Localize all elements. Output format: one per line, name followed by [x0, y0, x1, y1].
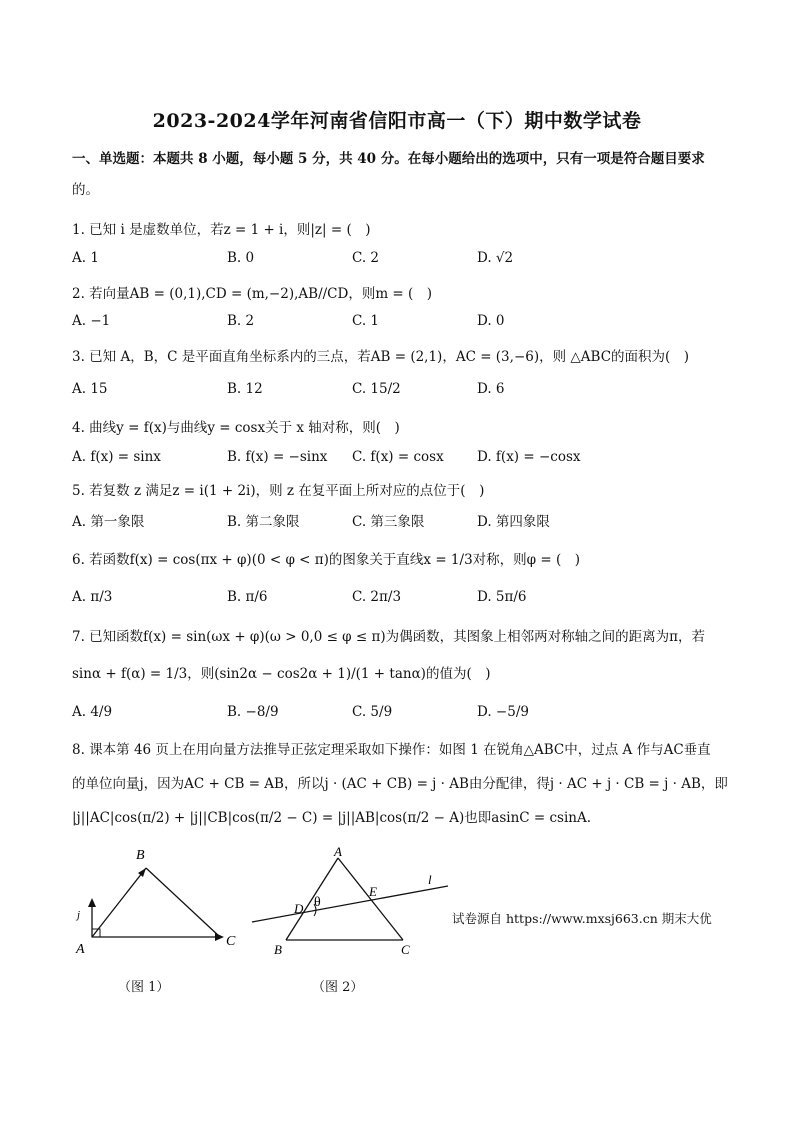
- source-watermark-text: 试卷源自 https://www.mxsj663.cn 期末大优: [452, 911, 712, 926]
- label-e: E: [369, 884, 377, 899]
- arrow-head-j: [88, 898, 96, 907]
- question-7-stem-line2: sinα + f(α) = 1/3，则(sin2α − cos2α + 1)/(1 + tanα)的值为( ): [72, 666, 491, 682]
- q5-option-c: C. 第三象限: [352, 514, 425, 530]
- q2-option-b: B. 2: [227, 313, 255, 329]
- q1-option-b: B. 0: [227, 250, 255, 266]
- segment-bc: [146, 868, 220, 937]
- label-d: D: [294, 901, 304, 916]
- question-8-line1: 8. 课本第 46 页上在用向量方法推导正弦定理采取如下操作：如图 1 在锐角△ABC中，过点 A 作与AC垂直: [72, 742, 711, 758]
- label-c: C: [401, 942, 410, 957]
- section-heading-line1: 一、单选题：本题共 8 小题，每小题 5 分，共 40 分。在每小题给出的选项中，只有一项是符合题目要求: [72, 151, 705, 167]
- q7-option-d: D. −5/9: [477, 704, 529, 720]
- segment-ab: [92, 868, 146, 937]
- q1-option-d: D. √2: [477, 250, 514, 266]
- question-4-stem: 4. 曲线y = f(x)与曲线y = cosx关于 x 轴对称，则( ): [72, 420, 400, 436]
- question-1-stem: 1. 已知 i 是虚数单位，若z = 1 + i，则|z| = ( ): [72, 222, 371, 238]
- q6-option-d: D. 5π/6: [477, 589, 527, 605]
- label-c: C: [226, 934, 236, 949]
- q4-option-a: A. f(x) = sinx: [72, 449, 161, 465]
- figure-1-caption: （图 1）: [118, 980, 170, 995]
- question-8-line3: |j||AC|cos(π/2) + |j||CB|cos(π/2 − C) = |j||AB|cos(π/2 − A)也即asinC = csinA.: [72, 810, 592, 826]
- line-l: [252, 886, 448, 922]
- q2-option-d: D. 0: [477, 313, 505, 329]
- question-8-line2: 的单位向量j，因为AC + CB = AB，所以j · (AC + CB) = j · AB由分配律，得j · AC + j · CB = j · AB，即: [72, 776, 728, 792]
- label-b: B: [274, 942, 282, 957]
- q6-option-a: A. π/3: [72, 589, 113, 605]
- q2-option-c: C. 1: [352, 313, 380, 329]
- q5-option-d: D. 第四象限: [477, 514, 550, 530]
- question-7-stem-line1: 7. 已知函数f(x) = sin(ωx + φ)(ω > 0,0 ≤ φ ≤ π)为偶函数，其图象上相邻两对称轴之间的距离为π，若: [72, 629, 706, 645]
- q7-option-b: B. −8/9: [227, 704, 279, 720]
- figure-2-caption: （图 2）: [312, 980, 364, 995]
- label-a: A: [334, 844, 342, 859]
- q1-option-c: C. 2: [352, 250, 380, 266]
- label-l: l: [428, 872, 432, 887]
- q2-option-a: A. −1: [72, 313, 111, 329]
- q3-option-b: B. 12: [227, 381, 263, 397]
- segment-ac: [338, 858, 403, 940]
- question-5-stem: 5. 若复数 z 满足z = i(1 + 2i)，则 z 在复平面上所对应的点位于( ): [72, 483, 485, 499]
- label-theta: θ: [314, 895, 321, 910]
- label-a: A: [76, 942, 85, 957]
- segment-ab: [286, 858, 338, 940]
- page-title: 2023-2024学年河南省信阳市高一（下）期中数学试卷: [152, 110, 642, 132]
- figure-2-triangle-diagram: [248, 838, 453, 963]
- label-j: j: [77, 909, 81, 921]
- q5-option-b: B. 第二象限: [227, 514, 300, 530]
- q5-option-a: A. 第一象限: [72, 514, 145, 530]
- q3-option-c: C. 15/2: [352, 381, 401, 397]
- q3-option-a: A. 15: [72, 381, 108, 397]
- q4-option-c: C. f(x) = cosx: [352, 449, 444, 465]
- arrow-head-c: [215, 933, 224, 941]
- label-b: B: [136, 848, 145, 863]
- q1-option-a: A. 1: [72, 250, 99, 266]
- q3-option-d: D. 6: [477, 381, 505, 397]
- question-6-stem: 6. 若函数f(x) = cos(πx + φ)(0 < φ < π)的图象关于直线x = 1/3对称，则φ = ( ): [72, 552, 581, 568]
- q4-option-d: D. f(x) = −cosx: [477, 449, 581, 465]
- q4-option-b: B. f(x) = −sinx: [227, 449, 328, 465]
- section-heading-line2: 的。: [72, 182, 99, 198]
- figure-1-triangle-diagram: [68, 840, 248, 960]
- question-2-stem: 2. 若向量AB = (0,1),CD = (m,−2),AB//CD，则m = ( ): [72, 286, 433, 302]
- q7-option-c: C. 5/9: [352, 704, 393, 720]
- q7-option-a: A. 4/9: [72, 704, 113, 720]
- q6-option-b: B. π/6: [227, 589, 268, 605]
- q6-option-c: C. 2π/3: [352, 589, 402, 605]
- question-3-stem: 3. 已知 A，B，C 是平面直角坐标系内的三点，若AB = (2,1)，AC = (3,−6)，则 △ABC的面积为( ): [72, 349, 690, 365]
